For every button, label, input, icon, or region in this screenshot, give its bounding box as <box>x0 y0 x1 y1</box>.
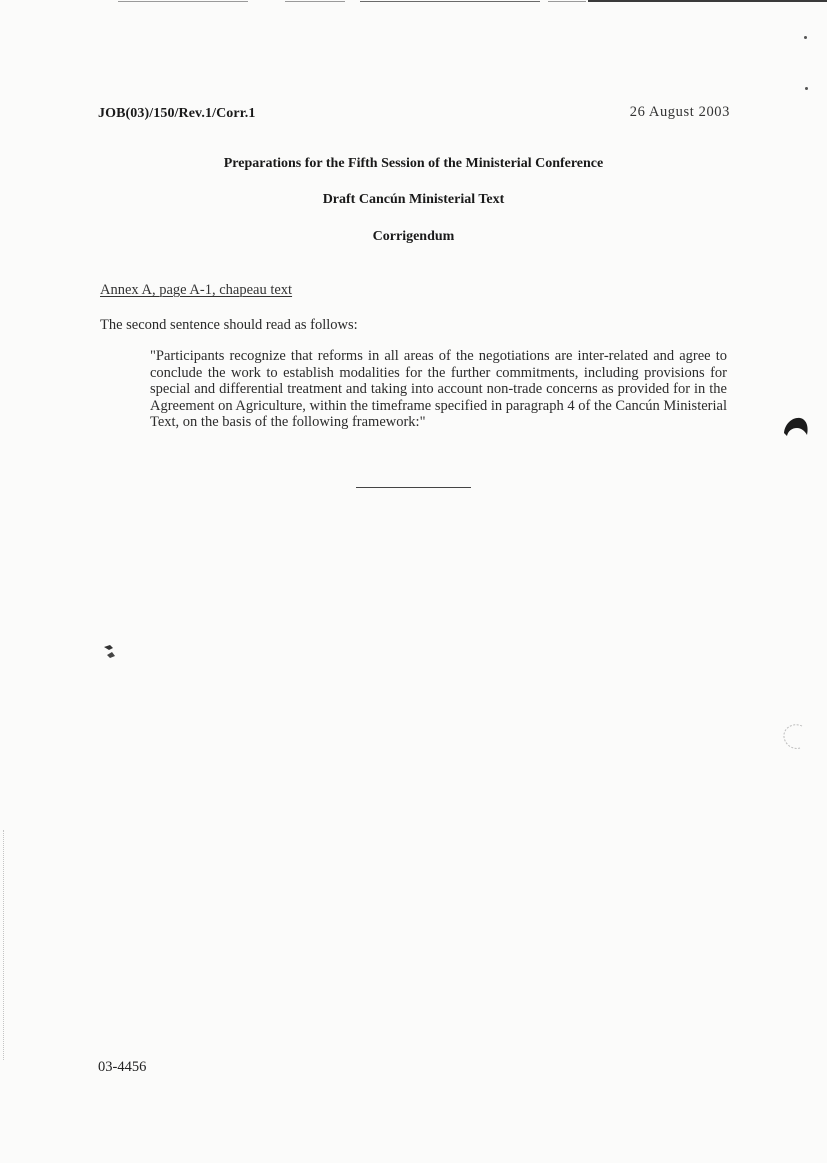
scan-edge-top <box>0 0 827 4</box>
document-date: 26 August 2003 <box>629 104 730 120</box>
job-number: 03-4456 <box>98 1059 147 1075</box>
quoted-text: "Participants recognize that reforms in all areas of the negotiations are inter-related and agree to conclude the work to establish modalities for the further commitments, including provisions for special and differential treatment and taking into account non-trade concerns as provided for in the Agreement on Agriculture, within the timeframe specified in paragraph 4 of the Cancún Ministerial Text, on the basis of the following framework:" <box>150 348 727 431</box>
dust-speck <box>804 36 807 39</box>
instruction-text: The second sentence should read as follows: <box>100 317 358 333</box>
scan-edge-left <box>3 830 5 1060</box>
section-reference: Annex A, page A-1, chapeau text <box>100 282 293 298</box>
document-symbol: JOB(03)/150/Rev.1/Corr.1 <box>98 106 256 121</box>
main-title: Preparations for the Fifth Session of the Ministerial Conference <box>223 156 604 171</box>
ink-speck-mark <box>100 642 122 662</box>
hole-punch-outline-mark <box>780 722 806 752</box>
hole-punch-mark <box>782 416 810 438</box>
document-type-heading: Corrigendum <box>372 229 455 244</box>
end-rule <box>356 487 471 488</box>
subtitle: Draft Cancún Ministerial Text <box>322 192 505 207</box>
dust-speck <box>805 87 808 90</box>
